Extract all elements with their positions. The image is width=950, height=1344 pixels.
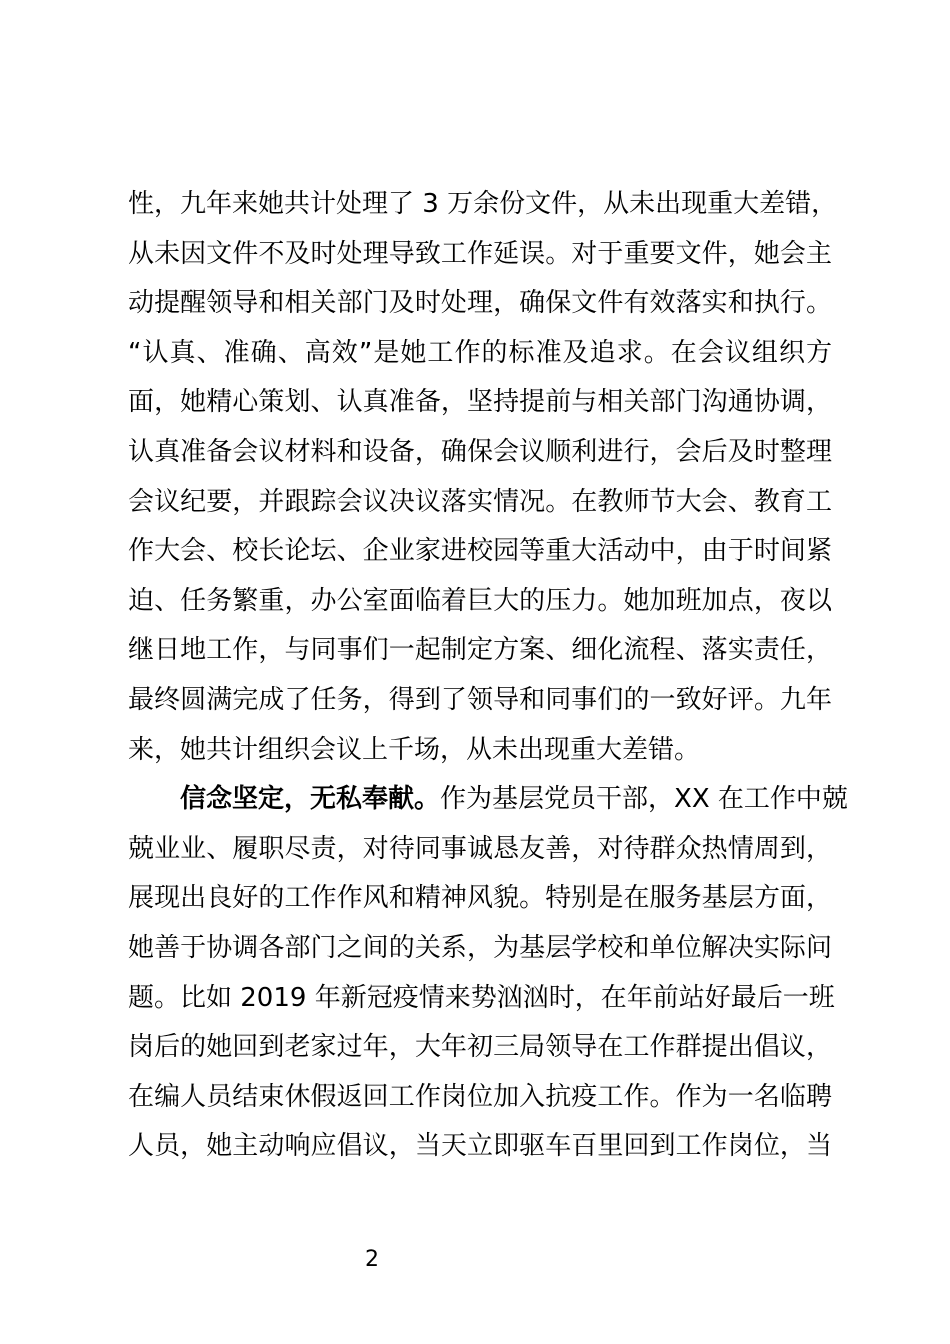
text-line: 题。比如 2019 年新冠疫情来势汹汹时，在年前站好最后一班 [128,982,835,1013]
text-line: 人员，她主动响应倡议，当天立即驱车百里回到工作岗位，当 [128,1131,832,1162]
text-line: 性，九年来她共计处理了 3 万余份文件，从未出现重大差错， [128,189,838,219]
text-line: 岗后的她回到老家过年，大年初三局领导在工作群提出倡议， [128,1032,832,1063]
text-line: 会议纪要，并跟踪会议决议落实情况。在教师节大会、教育工 [128,486,832,517]
text-line: 作大会、校长论坛、企业家进校园等重大活动中，由于时间紧 [128,536,832,567]
paragraph-start-line [128,775,848,825]
text-line: 认真准备会议材料和设备，确保会议顺利进行，会后及时整理 [128,436,832,467]
text-line: 迫、任务繁重，办公室面临着巨大的压力。她加班加点，夜以 [128,585,832,616]
text-line: 她善于协调各部门之间的关系，为基层学校和单位解决实际问 [128,932,832,963]
page-number: 2 [365,1247,379,1272]
text-line: 展现出良好的工作作风和精神风貌。特别是在服务基层方面， [128,883,832,914]
text-line: 最终圆满完成了任务，得到了领导和同事们的一致好评。九年 [128,684,832,715]
text-line: 动提醒领导和相关部门及时处理，确保文件有效落实和执行。 [128,288,832,319]
text-line: 兢业业、履职尽责，对待同事诚恳友善，对待群众热情周到， [128,833,832,864]
text-line: 面，她精心策划、认真准备，坚持提前与相关部门沟通协调， [128,387,832,418]
paragraph-heading: 信念坚定，无私奉献。 [180,784,441,815]
text-line: 来，她共计组织会议上千场，从未出现重大差错。 [128,734,701,765]
text-line: 继日地工作，与同事们一起制定方案、细化流程、落实责任， [128,635,832,666]
text-line: 在编人员结束休假返回工作岗位加入抗疫工作。作为一名临聘 [128,1081,832,1112]
text-line: “认真、准确、高效”是她工作的标准及追求。在会议组织方 [128,337,832,368]
document-body [128,180,848,1172]
text-line: 从未因文件不及时处理导致工作延误。对于重要文件，她会主 [128,238,832,269]
text-span: 作为基层党员干部，XX 在工作中兢 [440,784,848,815]
